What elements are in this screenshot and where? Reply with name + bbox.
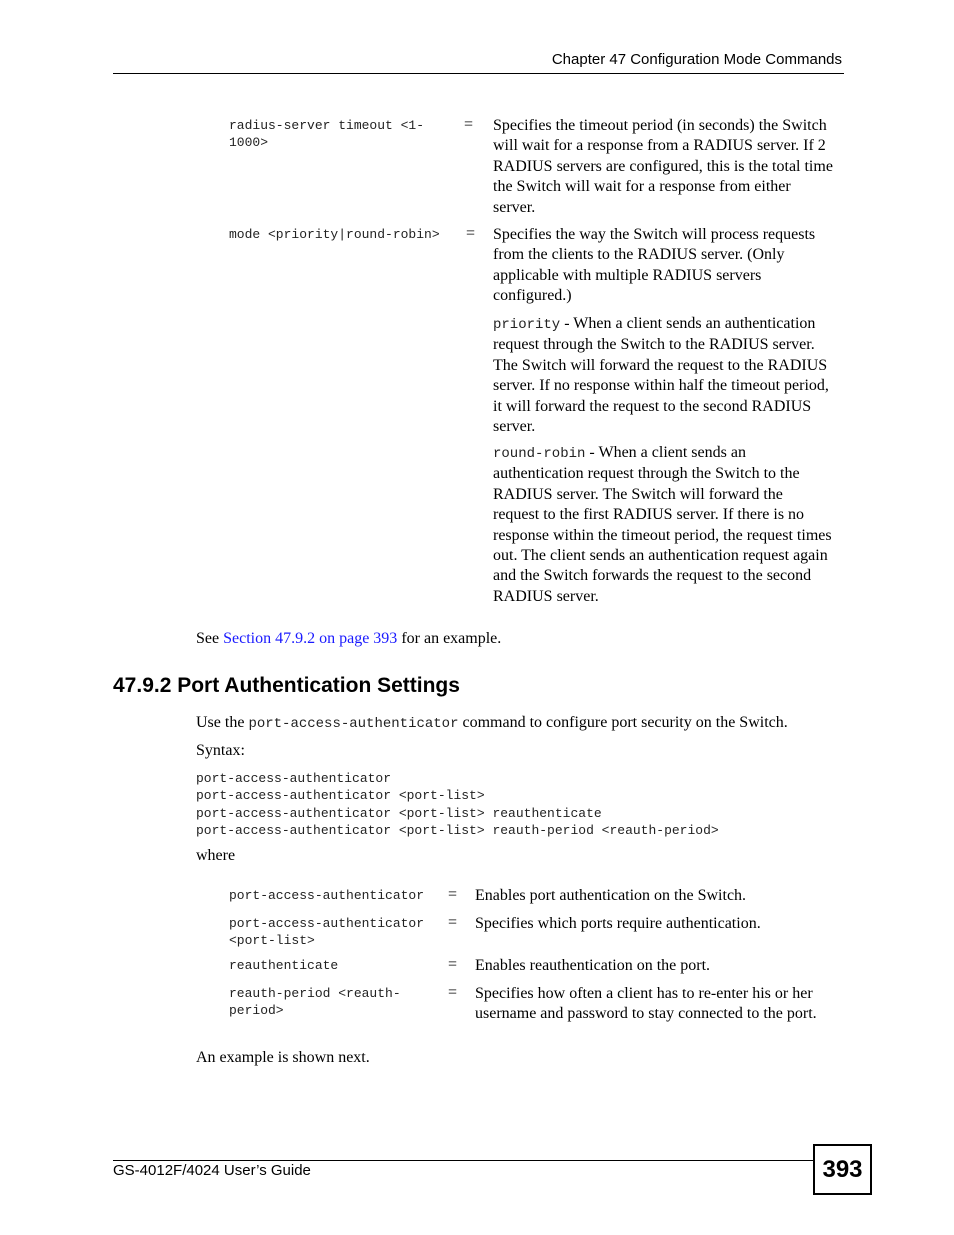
intro-prefix: Use the (196, 714, 249, 731)
equals-sign: = (448, 984, 458, 1001)
equals-sign: = (448, 956, 458, 973)
guide-title: GS-4012F/4024 User’s Guide (113, 1162, 311, 1179)
outro-paragraph: An example is shown next. (196, 1049, 370, 1066)
equals-sign: = (448, 914, 458, 931)
intro-suffix: command to configure port security on the Switch. (458, 714, 788, 731)
description-mode: Specifies the way the Switch will process requests from the clients to the RADIUS server. (Only applicable with multiple RADIUS servers configured.) (493, 226, 816, 305)
intro-paragraph (196, 713, 788, 734)
description-port-access: Enables port authentication on the Switch. (475, 887, 747, 904)
round-robin-term: round-robin (493, 446, 586, 462)
round-robin-text: - When a client sends an authentication request through the Switch to the RADIUS server. The Switch will forward the request to the first RADIUS server. If there is no response within the timeout period, the request times out. The client sends an authentication request again and the Switch forwards the request to the second RADIUS server. (493, 444, 832, 605)
see-section-line (196, 629, 501, 649)
syntax-line: port-access-authenticator <port-list> reauth-period <reauth-period> (196, 822, 719, 838)
section-heading: 47.9.2 Port Authentication Settings (113, 674, 460, 697)
where-label: where (196, 847, 236, 864)
see-prefix: See (196, 630, 224, 647)
header-rule (113, 73, 844, 74)
syntax-line: port-access-authenticator <port-list> (196, 788, 485, 804)
see-suffix: for an example. (397, 630, 502, 647)
command-port-list: port-access-authenticator <port-list> (229, 916, 425, 948)
priority-text: - When a client sends an authentication request through the Switch to the RADIUS server. The Switch will forward the request to the RADIUS server. If no response within half the timeout period, it will forward the request to the second RADIUS server. (493, 315, 829, 436)
syntax-label: Syntax: (196, 742, 245, 759)
priority-term: priority (493, 317, 561, 333)
description-radius-timeout: Specifies the timeout period (in seconds) the Switch will wait for a response from a RADIUS server. If 2 RADIUS servers are configured, this is the total time the Switch will wait for a response from either server. (493, 117, 833, 216)
command-port-access: port-access-authenticator (229, 888, 425, 903)
intro-command: port-access-authenticator (248, 716, 459, 732)
equals-sign: = (466, 225, 476, 242)
description-priority (493, 314, 833, 437)
footer-rule (113, 1160, 813, 1161)
syntax-line: port-access-authenticator (196, 771, 392, 786)
syntax-line: port-access-authenticator <port-list> reauthenticate (196, 805, 602, 821)
command-radius-timeout: radius-server timeout <1-1000> (229, 118, 425, 150)
command-mode: mode <priority|round-robin> (229, 227, 440, 242)
command-reauthenticate: reauthenticate (229, 958, 339, 973)
equals-sign: = (448, 886, 458, 903)
description-round-robin (493, 443, 833, 607)
page-number: 393 (813, 1144, 872, 1195)
description-reauth-period: Specifies how often a client has to re-enter his or her username and password to stay connected to the port. (475, 985, 817, 1023)
command-reauth-period: reauth-period <reauth-period> (229, 986, 401, 1018)
syntax-block (196, 770, 719, 839)
description-reauthenticate: Enables reauthentication on the port. (475, 957, 711, 974)
description-port-list: Specifies which ports require authentication. (475, 915, 761, 932)
section-link[interactable]: Section 47.9.2 on page 393 (223, 630, 398, 647)
equals-sign: = (464, 116, 474, 133)
chapter-header: Chapter 47 Configuration Mode Commands (551, 51, 842, 68)
